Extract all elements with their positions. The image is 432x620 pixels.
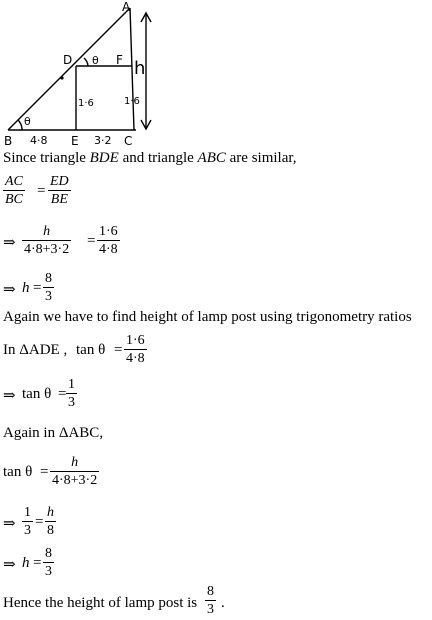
fraction-h-sum [22, 224, 71, 257]
label-B: B [4, 134, 13, 148]
equals-sign: = [35, 514, 44, 530]
length-DE: 1·6 [78, 98, 94, 109]
implies-arrow: ⇒ [3, 516, 16, 532]
triangle-BDE: BDE [89, 150, 119, 166]
fraction-AC-BC [3, 174, 25, 207]
tan-theta: tan θ [3, 464, 33, 480]
numerator: AC [5, 174, 23, 189]
denominator: 4·8 [99, 242, 118, 257]
label-F: F [116, 53, 123, 67]
numerator: h [71, 455, 79, 470]
equals-sign: = [37, 183, 46, 199]
theta-D: θ [92, 54, 99, 67]
denominator: 4·8+3·2 [52, 473, 98, 488]
denominator: 3 [207, 602, 214, 617]
implies-arrow: ⇒ [3, 235, 16, 251]
denominator: 4·8+3·2 [24, 242, 70, 257]
implies-arrow: ⇒ [3, 282, 16, 298]
label-C: C [124, 134, 133, 148]
fraction-1.6-4.8 [97, 224, 120, 257]
fraction-h-sum [50, 455, 99, 488]
angle-arc-D [84, 58, 88, 66]
equals-sign: = [87, 233, 96, 249]
triangle-ADE-label: In ΔADE , [3, 342, 68, 358]
angle-arc-B [18, 120, 22, 130]
length-FC: 1·6 [124, 96, 140, 107]
text-part: Since triangle [3, 150, 90, 166]
fraction-h-8 [45, 505, 56, 538]
midpoint-dot [60, 76, 63, 79]
denominator: 8 [47, 523, 54, 538]
tan-theta: tan θ [76, 342, 106, 358]
label-A: A [122, 0, 131, 14]
label-h: h [134, 58, 146, 79]
denominator: BE [50, 192, 68, 207]
denominator: BC [5, 192, 23, 207]
label-E: E [71, 134, 79, 148]
numerator: 8 [45, 546, 52, 561]
numerator: 8 [45, 271, 52, 286]
similarity-statement [3, 150, 297, 167]
denominator: 3 [45, 289, 52, 304]
triangle-figure [0, 0, 170, 150]
fraction-1.6-4.8 [124, 333, 147, 366]
period: . [221, 595, 225, 611]
trig-intro-text: Again we have to find height of lamp post using trigonometry ratios [3, 309, 412, 325]
numerator: h [43, 224, 51, 239]
denominator: 4·8 [126, 351, 145, 366]
numerator: h [47, 505, 54, 520]
implies-arrow: ⇒ [3, 557, 16, 573]
denominator: 3 [68, 395, 75, 410]
fraction-ED-BE [48, 174, 71, 207]
fraction-8-3 [205, 584, 216, 617]
triangle-ABC-intro: Again in ΔABC, [3, 425, 104, 441]
denominator: 3 [24, 523, 31, 538]
fraction-8-3 [43, 271, 54, 304]
equals-sign: = [40, 464, 49, 480]
text-part: and triangle [118, 150, 198, 166]
numerator: 1 [68, 377, 75, 392]
label-D: D [63, 53, 73, 67]
variable-h: h [22, 280, 30, 296]
hypotenuse-BA [8, 8, 130, 130]
length-BE: 4·8 [30, 134, 48, 147]
numerator: 1·6 [126, 333, 145, 348]
fraction-8-3 [43, 546, 54, 579]
text-part: are similar, [225, 150, 297, 166]
numerator: 1 [24, 505, 31, 520]
numerator: 8 [207, 584, 214, 599]
conclusion-text: Hence the height of lamp post is [3, 595, 198, 611]
denominator: 3 [45, 564, 52, 579]
equals-sign: = [33, 555, 42, 571]
equals-sign: = [114, 342, 123, 358]
numerator: 1·6 [99, 224, 118, 239]
implies-arrow: ⇒ [3, 388, 16, 404]
equals-sign: = [58, 386, 67, 402]
tan-theta: tan θ [22, 386, 52, 402]
theta-B: θ [24, 115, 31, 128]
equals-sign: = [33, 280, 42, 296]
fraction-1-3 [66, 377, 77, 410]
numerator: ED [50, 174, 69, 189]
length-EC: 3·2 [94, 134, 112, 147]
variable-h: h [22, 555, 30, 571]
fraction-1-3 [22, 505, 33, 538]
triangle-ABC: ABC [197, 150, 226, 166]
